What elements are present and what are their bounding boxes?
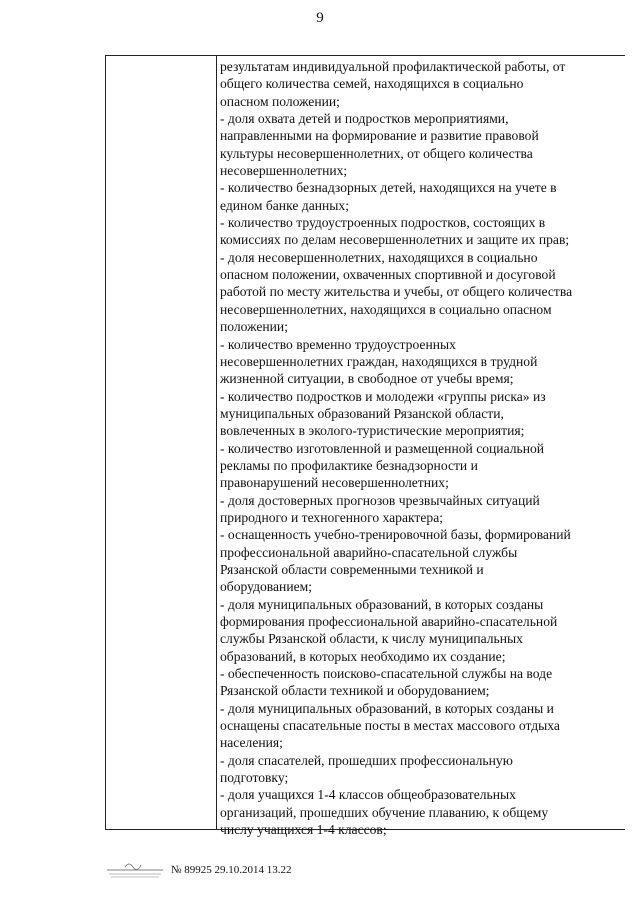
text-line: - оснащенность учебно-тренировочной базы, формирований	[220, 527, 571, 543]
document-reference: № 89925 29.10.2014 13.22	[171, 864, 292, 876]
text-line: - количество безнадзорных детей, находящихся на учете в	[220, 180, 557, 196]
text-line: работой по месту жительства и учебы, от общего количества	[220, 284, 573, 300]
text-line: Рязанской области современными техникой и	[220, 561, 484, 577]
text-line: оборудованием;	[220, 579, 313, 595]
text-line: комиссиях по делам несовершеннолетних и защите их прав;	[220, 232, 570, 248]
text-line: оснащены спасательные посты в местах массового отдыха	[220, 718, 560, 734]
column-divider	[216, 56, 217, 829]
text-line: - доля учащихся 1-4 классов общеобразовательных	[220, 787, 516, 803]
text-line: - количество подростков и молодежи «группы риска» из	[220, 388, 546, 404]
text-line: - доля спасателей, прошедших профессиональную	[220, 752, 513, 768]
text-line: - количество временно трудоустроенных	[220, 336, 456, 352]
registration-stamp-icon	[105, 858, 167, 880]
page-number: 9	[316, 10, 324, 26]
text-line: муниципальных образований Рязанской области,	[220, 405, 504, 421]
text-line: - количество изготовленной и размещенной социальной	[220, 440, 545, 456]
table-text-cell	[220, 58, 620, 838]
text-line: опасном положении;	[220, 93, 340, 109]
text-line: организаций, прошедших обучение плаванию, к общему	[220, 804, 549, 820]
text-line: положении;	[220, 319, 288, 335]
footer	[105, 858, 435, 880]
text-line: несовершеннолетних граждан, находящихся в трудной	[220, 353, 538, 369]
text-line: несовершеннолетних;	[220, 163, 348, 179]
text-line: - доля достоверных прогнозов чрезвычайных ситуаций	[220, 492, 540, 508]
text-line: службы Рязанской области, к числу муниципальных	[220, 631, 523, 647]
text-line: формирования профессиональной аварийно-спасательной	[220, 614, 558, 629]
text-line: - доля муниципальных образований, в которых созданы	[220, 596, 544, 612]
text-line: вовлеченных в эколого-туристические мероприятия;	[220, 423, 525, 439]
text-line: - доля охвата детей и подростков мероприятиями,	[220, 111, 509, 127]
text-line: правонарушений несовершеннолетних;	[220, 475, 449, 491]
text-line: жизненной ситуации, в свободное от учебы время;	[220, 371, 514, 387]
text-line: рекламы по профилактике безнадзорности и	[220, 457, 478, 473]
document-table	[105, 55, 625, 838]
text-line: опасном положении, охваченных спортивной и досуговой	[220, 267, 556, 283]
text-line: - количество трудоустроенных подростков, состоящих в	[220, 215, 546, 231]
text-line: - обеспеченность поисково-спасательной службы на воде	[220, 666, 553, 682]
text-line: направленными на формирование и развитие правовой	[220, 128, 539, 144]
text-line: результатам индивидуальной профилактической работы, от	[220, 59, 566, 74]
text-line: профессиональной аварийно-спасательной службы	[220, 544, 518, 560]
text-line: несовершеннолетних, находящихся в социально опасном	[220, 301, 552, 317]
text-line: образований, в которых необходимо их создание;	[220, 648, 506, 664]
text-line: культуры несовершеннолетних, от общего количества	[220, 145, 533, 161]
text-line: Рязанской области техникой и оборудованием;	[220, 683, 490, 699]
text-line: - доля несовершеннолетних, находящихся в социально	[220, 249, 538, 265]
text-line: населения;	[220, 735, 283, 751]
text-line: общего количества семей, находящихся в социально	[220, 76, 524, 92]
text-line: едином банке данных;	[220, 197, 349, 213]
text-line: - доля муниципальных образований, в которых созданы и	[220, 700, 554, 716]
text-line: подготовку;	[220, 770, 289, 786]
text-line: числу учащихся 1-4 классов;	[220, 822, 387, 838]
text-line: природного и техногенного характера;	[220, 509, 444, 525]
